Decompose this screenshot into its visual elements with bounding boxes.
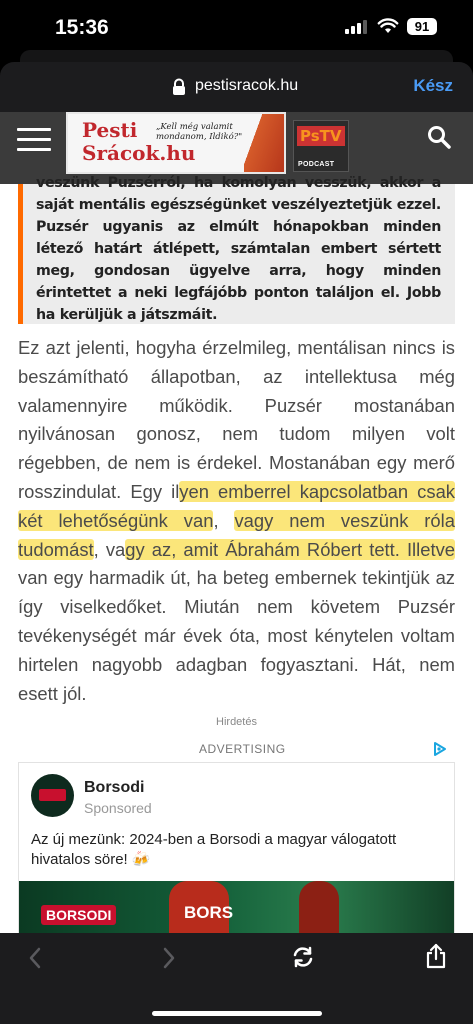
reload-icon[interactable] [291, 945, 315, 969]
ad-label: Hirdetés [216, 716, 257, 728]
logo-text: Pesti Srácok.hu [82, 118, 196, 165]
pull-quote-text: veszünk Puzsérról, ha komolyan vesszük, akkor a saját mentális egészségünket veszélyeztetjük ezzel. Puzsér ugyanis az elmúlt hónapokban minden létező határt átlépett, számtalan embert sértett meg, gondosan ügyelve arra, hogy minden érintettet a neki legfájóbb ponton találjon el. Jobb ha kerüljük a játszmáit. [36, 175, 441, 323]
back-icon[interactable] [28, 947, 42, 969]
done-button[interactable]: Kész [413, 76, 453, 95]
status-icons [345, 18, 437, 35]
lock-icon [172, 79, 186, 96]
url-text[interactable]: pestisracok.hu [195, 77, 299, 94]
sponsored-label: Sponsored [84, 800, 152, 816]
highlighted-text: yen emberrel kapcsolatban csak két lehetőségünk van [18, 480, 455, 531]
article-content [0, 175, 473, 933]
site-logo[interactable] [66, 112, 286, 174]
share-icon[interactable] [425, 943, 447, 969]
search-icon[interactable] [427, 125, 451, 149]
ad-brand-label: BORS [184, 903, 234, 922]
article-text: , va [93, 538, 126, 560]
highlighted-text: gy az, amit Ábrahám Róbert tett. Illetve [125, 538, 455, 560]
sponsored-ad-card[interactable] [18, 762, 455, 942]
browser-toolbar [0, 933, 473, 1024]
logo-quote: „Kell még valamit mondanom, Ildikó?" [156, 122, 243, 142]
home-indicator[interactable] [152, 1011, 322, 1016]
advertiser-name[interactable]: Borsodi [84, 779, 145, 796]
article-text: Ez azt jelenti, hogyha érzelmileg, mentálisan nincs is beszámítható állapotban, az intellektusa még valamennyire működik. Puzsér mostanában nyilvánosan gonosz, nem tudom milyen volt régebben, de nem is érdekel. Mostanában egy merő rosszindulat. Egy il [18, 337, 455, 502]
status-bar [0, 0, 473, 56]
adchoices-icon[interactable] [432, 741, 448, 757]
forward-icon[interactable] [162, 947, 176, 969]
pstv-logo-text: PsTV [297, 126, 345, 146]
advertiser-avatar [31, 774, 74, 817]
podcast-logo[interactable] [293, 120, 349, 172]
status-time: 15:36 [55, 16, 109, 39]
pull-quote [18, 175, 455, 324]
menu-icon[interactable] [17, 128, 51, 154]
ad-brand-label: BORSODI [41, 905, 116, 925]
article-text: van egy harmadik út, ha beteg embernek tekintjük az így viselkedőket. Miután nem követem Puzsér tevékenységét már évek óta, most kénytelen voltam hirtelen nagyobb adagban fogyasztani. Hát, nem esett jól. [18, 567, 455, 704]
battery-indicator: 91 [407, 18, 437, 35]
ad-text: Az új mezünk: 2024-ben a Borsodi a magyar válogatott hivatalos söre! 🍻 [31, 831, 397, 868]
wifi-icon [378, 19, 398, 34]
advertising-label: ADVERTISING [199, 742, 286, 756]
article-paragraph [18, 334, 455, 708]
browser-url-bar[interactable] [0, 62, 473, 112]
podcast-label: PODCAST [298, 161, 335, 168]
cellular-signal-icon [345, 20, 369, 34]
highlighted-text: vagy nem veszünk róla tudomást [18, 509, 455, 560]
article-text: , [213, 509, 235, 531]
